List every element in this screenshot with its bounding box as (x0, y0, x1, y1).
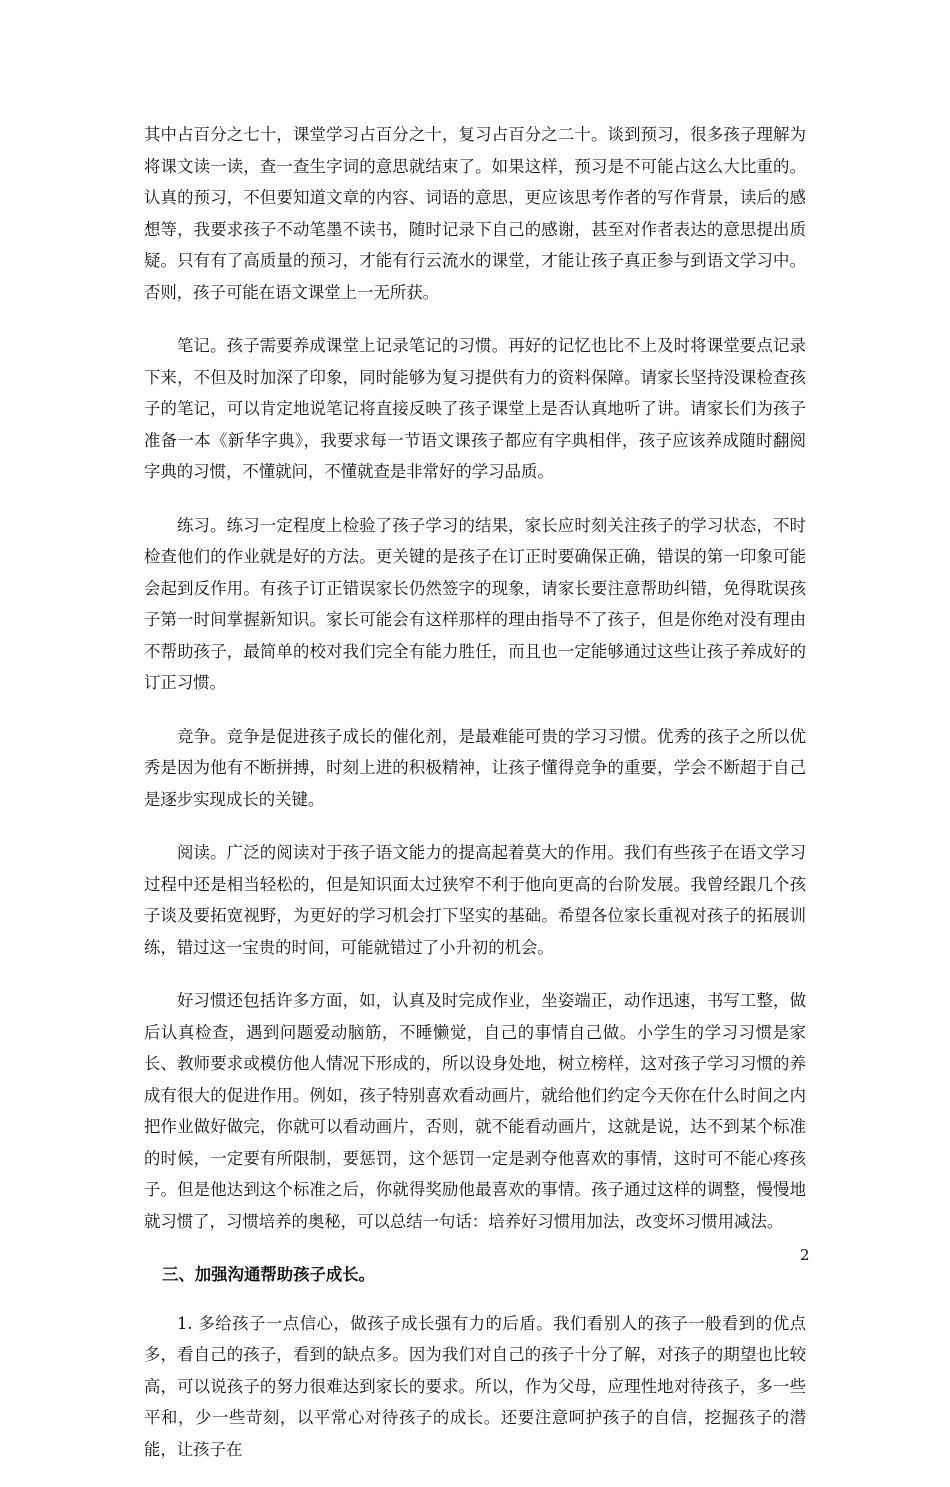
section-heading: 三、加强沟通帮助孩子成长。 (162, 1265, 376, 1284)
paragraph-notes: 笔记。孩子需要养成课堂上记录笔记的习惯。再好的记忆也比不上及时将课堂要点记录下来，不但及时加深了印象，同时能够为复习提供有力的资料保障。请家长坚持没课检查孩子的笔记，可以肯定地说笔记将直接反映了孩子课堂上是否认真地听了讲。请家长们为孩子准备一本《新华字典》，我要求每一节语文课孩子都应有字典相伴，孩子应该养成随时翻阅字典的习惯，不懂就问，不懂就查是非常好的学习品质。 (144, 336, 806, 481)
paragraph-reading: 阅读。广泛的阅读对于孩子语文能力的提高起着莫大的作用。我们有些孩子在语文学习过程中还是相当轻松的，但是知识面太过狭窄不利于他向更高的台阶发展。我曾经跟几个孩子谈及要拓宽视野，为更好的学习机会打下坚实的基础。希望各位家长重视对孩子的拓展训练，错过这一宝贵的时间，可能就错过了小升初的机会。 (144, 843, 806, 957)
paragraph-practice: 练习。练习一定程度上检验了孩子学习的结果，家长应时刻关注孩子的学习状态，不时检查他们的作业就是好的方法。更关键的是孩子在订正时要确保正确，错误的第一印象可能会起到反作用。有孩子订正错误家长仍然签字的现象，请家长要注意帮助纠错，免得耽误孩子第一时间掌握新知识。家长可能会有这样那样的理由指导不了孩子，但是你绝对没有理由不帮助孩子，最简单的校对我们完全有能力胜任，而且也一定能够通过这些让孩子养成好的订正习惯。 (144, 515, 806, 692)
document-body (144, 119, 806, 1487)
paragraph-confidence: 1. 多给孩子一点信心，做孩子成长强有力的后盾。我们看别人的孩子一般看到的优点多，看自己的孩子，看到的缺点多。因为我们对自己的孩子十分了解，对孩子的期望也比较高，可以说孩子的努力很难达到家长的要求。所以，作为父母，应理性地对待孩子，多一些平和，少一些苛刻，以平常心对待孩子的成长。还要注意呵护孩子的自信，挖掘孩子的潜能，让孩子在 (144, 1313, 806, 1459)
page-number: 2 (800, 1246, 810, 1264)
paragraph-competition: 竞争。竞争是促进孩子成长的催化剂，是最难能可贵的学习习惯。优秀的孩子之所以优秀是因为他有不断拼搏，时刻上进的积极精神，让孩子懂得竞争的重要，学会不断超于自己是逐步实现成长的关键。 (144, 726, 806, 809)
paragraph-good-habits: 好习惯还包括许多方面，如，认真及时完成作业，坐姿端正，动作迅速，书写工整，做后认真检查，遇到问题爱动脑筋，不睡懒觉，自己的事情自己做。小学生的学习习惯是家长、教师要求或模仿他人情况下形成的，所以设身处地，树立榜样，这对孩子学习习惯的养成有很大的促进作用。例如，孩子特别喜欢看动画片，就给他们约定今天你在什么时间之内把作业做好做完，你就可以看动画片，否则，就不能看动画片，这就是说，达不到某个标准的时候，一定要有所限制，要惩罚，这个惩罚一定是剥夺他喜欢的事情，这时可不能心疼孩子。但是他达到这个标准之后，你就得奖励他最喜欢的事情。孩子通过这样的调整，慢慢地就习惯了，习惯培养的奥秘，可以总结一句话：培养好习惯用加法，改变坏习惯用减法。 (144, 991, 806, 1231)
paragraph-preview-continuation: 其中占百分之七十，课堂学习占百分之十，复习占百分之二十。谈到预习，很多孩子理解为将课文读一读，查一查生字词的意思就结束了。如果这样，预习是不可能占这么大比重的。认真的预习，不但要知道文章的内容、词语的意思，更应该思考作者的写作背景，读后的感想等，我要求孩子不动笔墨不读书，随时记录下自己的感谢，甚至对作者表达的意思提出质疑。只有有了高质量的预习，才能有行云流水的课堂，才能让孩子真正参与到语文学习中。否则，孩子可能在语文课堂上一无所获。 (144, 125, 806, 302)
